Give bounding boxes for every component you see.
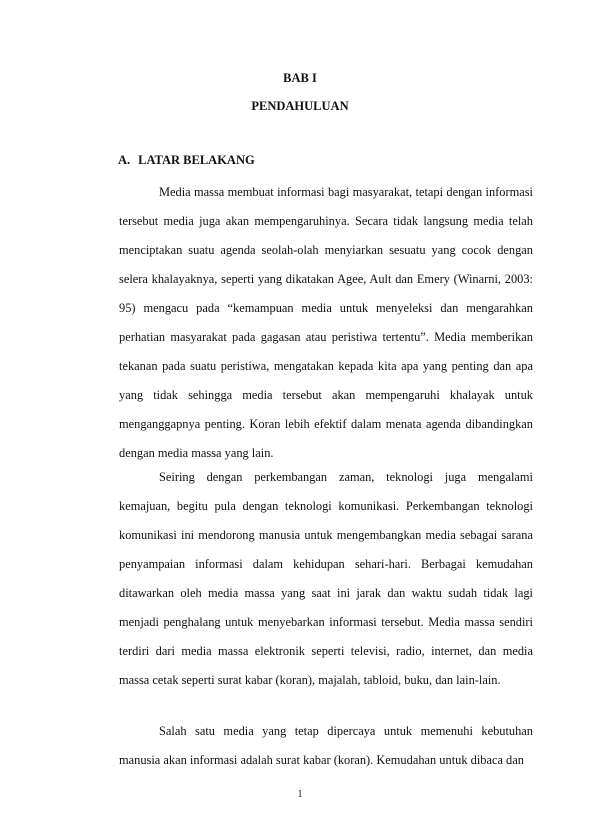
chapter-title: PENDAHULUAN <box>251 99 349 113</box>
page-number: 1 <box>297 789 303 800</box>
section-title: LATAR BELAKANG <box>138 153 255 167</box>
section-heading <box>118 152 255 168</box>
section-label: A. <box>118 153 131 167</box>
body-paragraph-1: Media massa membuat informasi bagi masyarakat, tetapi dengan informasi tersebut media juga akan mempengaruhinya. Secara tidak langsung media telah menciptakan suatu agenda seolah-olah menyiarkan sesuatu yang cocok dengan selera khalayaknya, seperti yang dikatakan Agee, Ault dan Emery (Winarni, 2003: 95) mengacu pada “kemampuan media untuk menyeleksi dan mengarahkan perhatian masyarakat pada gagasan atau peristiwa tertentu”. Media memberikan tekanan pada suatu peristiwa, mengatakan kepada kita apa yang penting dan apa yang tidak sehingga media tersebut akan mempengaruhi khalayak untuk menganggapnya penting. Koran lebih efektif dalam menata agenda dibandingkan dengan media massa yang lain. <box>119 185 533 460</box>
chapter-number: BAB I <box>283 71 317 85</box>
body-paragraph-3: Salah satu media yang tetap dipercaya untuk memenuhi kebutuhan manusia akan informasi adalah surat kabar (koran). Kemudahan untuk dibaca dan <box>119 724 533 767</box>
body-paragraph-2: Seiring dengan perkembangan zaman, teknologi juga mengalami kemajuan, begitu pula dengan teknologi komunikasi. Perkembangan teknologi komunikasi ini mendorong manusia untuk mengembangkan media sebagai sarana penyampaian informasi dalam kehidupan sehari-hari. Berbagai kemudahan ditawarkan oleh media massa yang saat ini jarak dan waktu sudah tidak lagi menjadi penghalang untuk menyebarkan informasi tersebut. Media massa sendiri terdiri dari media massa elektronik seperti televisi, radio, internet, dan media massa cetak seperti surat kabar (koran), majalah, tabloid, buku, dan lain-lain. <box>119 470 533 687</box>
